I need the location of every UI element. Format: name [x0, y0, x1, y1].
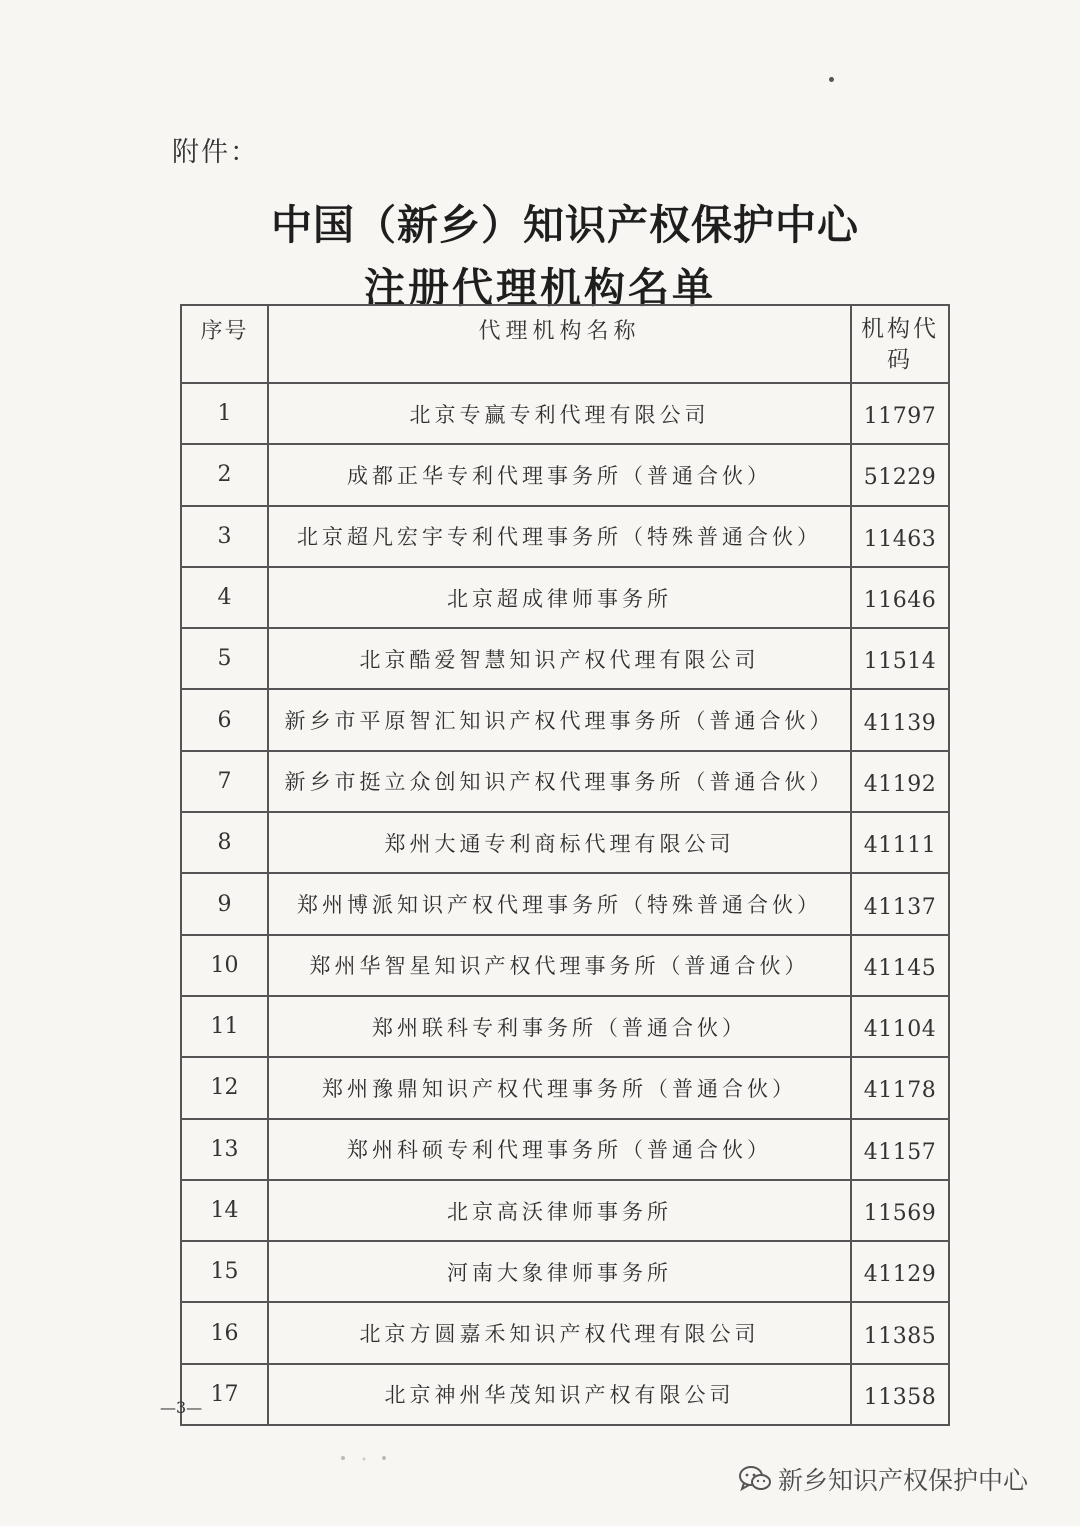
header-agency-code: 机构代 码	[851, 305, 949, 383]
agency-code-cell: 41129	[851, 1241, 949, 1302]
agency-code-cell: 41104	[851, 996, 949, 1057]
table-row	[181, 812, 949, 873]
agency-code-cell: 41192	[851, 751, 949, 812]
page-number: —3—	[160, 1398, 203, 1417]
agency-code-cell: 11797	[851, 383, 949, 444]
serial-number-cell: 7	[181, 751, 268, 812]
agency-name-cell: 郑州科硕专利代理事务所（普通合伙）	[268, 1119, 851, 1180]
table-row	[181, 1241, 949, 1302]
wechat-icon	[738, 1464, 772, 1494]
attachment-label: 附件：	[172, 137, 259, 168]
serial-number-cell: 1	[181, 383, 268, 444]
agency-code-cell: 11385	[851, 1302, 949, 1363]
serial-number-cell: 6	[181, 689, 268, 750]
serial-number-cell: 9	[181, 873, 268, 934]
agency-code-cell: 11569	[851, 1180, 949, 1241]
serial-number-cell: 16	[181, 1302, 268, 1363]
table-row	[181, 1119, 949, 1180]
table-row	[181, 444, 949, 505]
agency-code-cell: 11463	[851, 506, 949, 567]
agency-code-cell: 51229	[851, 444, 949, 505]
serial-number-cell: 14	[181, 1180, 268, 1241]
table-body	[181, 383, 949, 1425]
table-row	[181, 751, 949, 812]
serial-number-cell: 10	[181, 935, 268, 996]
agency-name-cell: 北京超凡宏宇专利代理事务所（特殊普通合伙）	[268, 506, 851, 567]
serial-number-cell: 3	[181, 506, 268, 567]
serial-number-cell: 5	[181, 628, 268, 689]
agency-name-cell: 河南大象律师事务所	[268, 1241, 851, 1302]
table-row	[181, 689, 949, 750]
agency-name-cell: 郑州联科专利事务所（普通合伙）	[268, 996, 851, 1057]
agency-name-cell: 北京神州华茂知识产权有限公司	[268, 1364, 851, 1425]
table-row	[181, 996, 949, 1057]
agency-table	[180, 304, 950, 1426]
agency-code-cell: 41111	[851, 812, 949, 873]
table-row	[181, 1057, 949, 1118]
table-row	[181, 506, 949, 567]
serial-number-cell: 17	[181, 1364, 268, 1425]
agency-code-cell: 11646	[851, 567, 949, 628]
agency-code-cell: 41137	[851, 873, 949, 934]
agency-name-cell: 郑州华智星知识产权代理事务所（普通合伙）	[268, 935, 851, 996]
table-row	[181, 567, 949, 628]
table-row	[181, 1364, 949, 1425]
table-header-row	[181, 305, 949, 383]
serial-number-cell: 15	[181, 1241, 268, 1302]
serial-number-cell: 12	[181, 1057, 268, 1118]
agency-name-cell: 郑州豫鼎知识产权代理事务所（普通合伙）	[268, 1057, 851, 1118]
agency-name-cell: 郑州博派知识产权代理事务所（特殊普通合伙）	[268, 873, 851, 934]
serial-number-cell: 13	[181, 1119, 268, 1180]
watermark-text: 新乡知识产权保护中心	[778, 1466, 1029, 1495]
header-serial-number: 序号	[181, 305, 268, 383]
serial-number-cell: 11	[181, 996, 268, 1057]
agency-name-cell: 北京高沃律师事务所	[268, 1180, 851, 1241]
wechat-watermark	[738, 1459, 1028, 1499]
table-row	[181, 935, 949, 996]
scan-specks	[340, 1455, 400, 1461]
agency-name-cell: 郑州大通专利商标代理有限公司	[268, 812, 851, 873]
agency-code-cell: 11514	[851, 628, 949, 689]
agency-name-cell: 北京酷爱智慧知识产权代理有限公司	[268, 628, 851, 689]
agency-name-cell: 北京超成律师事务所	[268, 567, 851, 628]
header-agency-name: 代理机构名称	[268, 305, 851, 383]
agency-code-cell: 11358	[851, 1364, 949, 1425]
table-row	[181, 383, 949, 444]
agency-code-cell: 41139	[851, 689, 949, 750]
table-row	[181, 1302, 949, 1363]
table-row	[181, 1180, 949, 1241]
page-subtitle: 注册代理机构名单	[364, 264, 716, 312]
serial-number-cell: 2	[181, 444, 268, 505]
table-row	[181, 873, 949, 934]
page-title: 中国（新乡）知识产权保护中心	[271, 201, 859, 249]
agency-code-cell: 41145	[851, 935, 949, 996]
agency-name-cell: 北京方圆嘉禾知识产权代理有限公司	[268, 1302, 851, 1363]
agency-name-cell: 新乡市平原智汇知识产权代理事务所（普通合伙）	[268, 689, 851, 750]
agency-code-cell: 41157	[851, 1119, 949, 1180]
agency-code-cell: 41178	[851, 1057, 949, 1118]
scan-speck	[829, 77, 834, 82]
serial-number-cell: 8	[181, 812, 268, 873]
agency-name-cell: 成都正华专利代理事务所（普通合伙）	[268, 444, 851, 505]
serial-number-cell: 4	[181, 567, 268, 628]
agency-name-cell: 北京专赢专利代理有限公司	[268, 383, 851, 444]
agency-name-cell: 新乡市挺立众创知识产权代理事务所（普通合伙）	[268, 751, 851, 812]
table-row	[181, 628, 949, 689]
